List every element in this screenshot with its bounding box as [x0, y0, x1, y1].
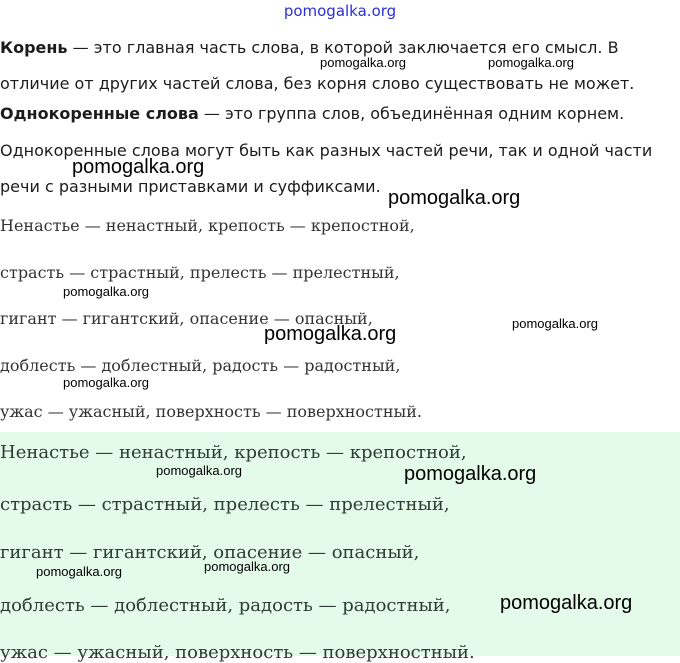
watermark: pomogalka.org — [404, 463, 537, 485]
watermark: pomogalka.org — [512, 316, 598, 331]
highlighted-example-line-5: ужас — ужасный, поверхность — поверхностный. — [0, 642, 475, 663]
paragraph-cognates-definition — [0, 96, 670, 132]
term-cognates: Однокоренные слова — [0, 104, 199, 123]
watermark: pomogalka.org — [204, 559, 290, 574]
watermark: pomogalka.org — [63, 284, 149, 299]
watermark: pomogalka.org — [156, 463, 242, 478]
watermark: pomogalka.org — [388, 187, 521, 209]
highlighted-example-line-3: гигант — гигантский, опасение — опасный, — [0, 542, 420, 563]
term-root: Корень — [0, 38, 68, 57]
example-line-1: Ненастье — ненастный, крепость — крепостной, — [0, 216, 415, 235]
highlighted-example-line-2: страсть — страстный, прелесть — прелестный, — [0, 494, 450, 515]
cognates-explanation-text: Однокоренные слова могут быть как разных частей речи, так и одной части речи с разными приставками и суффиксами. — [0, 141, 653, 196]
watermark: pomogalka.org — [488, 55, 574, 70]
example-line-5: ужас — ужасный, поверхность — поверхностный. — [0, 402, 422, 421]
example-line-4: доблесть — доблестный, радость — радостный, — [0, 356, 401, 375]
watermark: pomogalka.org — [320, 55, 406, 70]
highlighted-example-line-4: доблесть — доблестный, радость — радостный, — [0, 595, 451, 616]
watermark: pomogalka.org — [264, 323, 397, 345]
watermark: pomogalka.org — [63, 375, 149, 390]
cognates-definition-text: — это группа слов, объединённая одним корнем. — [198, 104, 625, 123]
watermark: pomogalka.org — [36, 564, 122, 579]
watermark: pomogalka.org — [72, 156, 205, 178]
example-line-2: страсть — страстный, прелесть — прелестный, — [0, 263, 400, 282]
example-line-3: гигант — гигантский, опасение — опасный, — [0, 309, 373, 328]
site-header-link[interactable]: pomogalka.org — [283, 2, 397, 20]
root-definition-text: — это главная часть слова, в которой заключается его смысл. В отличие от других частей слова, без корня слово существовать не может. — [0, 38, 635, 93]
watermark: pomogalka.org — [500, 592, 633, 614]
highlighted-example-line-1: Ненастье — ненастный, крепость — крепостной, — [0, 442, 467, 463]
